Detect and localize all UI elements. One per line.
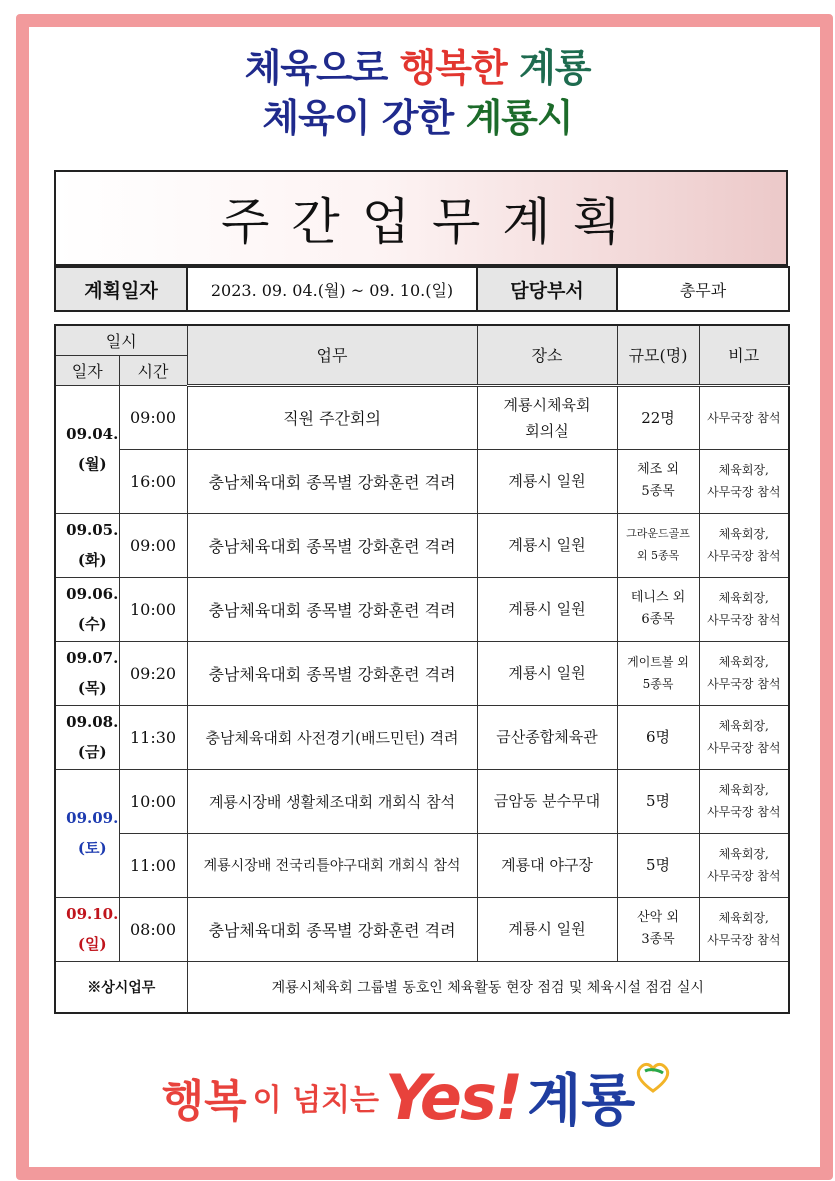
header-date: 일자 [55, 355, 119, 385]
place-line: 계룡시 일원 [508, 536, 586, 554]
place-cell [477, 833, 617, 897]
header-note: 비고 [699, 325, 789, 385]
note-cell [699, 897, 789, 961]
note-cell [699, 513, 789, 577]
time-cell: 09:00 [119, 385, 187, 449]
date-cell [55, 769, 119, 897]
note-cell [699, 769, 789, 833]
note-line: 체육회장, [718, 783, 769, 797]
place-line: 계룡시 일원 [508, 664, 586, 682]
scale-line: 외 5종목 [636, 549, 680, 562]
note-cell [699, 577, 789, 641]
day-text: (화) [77, 551, 107, 569]
header-time: 시간 [119, 355, 187, 385]
table-row [55, 385, 789, 449]
slogan-word: 강한 [381, 96, 454, 140]
time-cell: 16:00 [119, 449, 187, 513]
task-cell: 충남체육대회 종목별 강화훈련 격려 [187, 513, 477, 577]
slogan-word: 계룡시 [465, 96, 573, 140]
scale-line: 5종목 [641, 484, 675, 499]
scale-line: 22명 [641, 408, 675, 427]
place-cell [477, 577, 617, 641]
scale-cell [617, 705, 699, 769]
note-line: 체육회장, [718, 847, 769, 861]
day-text: (일) [77, 935, 107, 953]
place-cell [477, 641, 617, 705]
table-row [55, 897, 789, 961]
day-text: (목) [77, 679, 107, 697]
note-line: 사무국장 참석 [707, 410, 781, 425]
time-cell: 11:00 [119, 833, 187, 897]
note-line: 사무국장 참석 [707, 869, 781, 883]
day-text: (수) [77, 615, 107, 633]
note-cell [699, 449, 789, 513]
place-line: 금산종합체육관 [496, 728, 598, 746]
day-text: (금) [77, 743, 107, 761]
date-text: 09.08. [66, 713, 119, 731]
place-line: 계룡시 일원 [508, 600, 586, 618]
place-line: 계룡대 야구장 [501, 856, 593, 874]
place-cell [477, 385, 617, 449]
note-line: 체육회장, [718, 911, 769, 925]
page-title: 주간업무계획 [221, 193, 643, 251]
schedule-table [54, 324, 790, 1014]
task-cell: 충남체육대회 종목별 강화훈련 격려 [187, 449, 477, 513]
slogan-word: 행복한 [399, 46, 507, 90]
scale-cell [617, 513, 699, 577]
top-slogan-line1 [0, 44, 835, 92]
slogan-city: 계룡 [527, 1069, 636, 1134]
header-scale: 규모(명) [617, 325, 699, 385]
note-line: 체육회장, [718, 463, 769, 477]
header-place: 장소 [477, 325, 617, 385]
scale-line: 5명 [645, 856, 671, 874]
time-cell: 10:00 [119, 769, 187, 833]
date-cell [55, 897, 119, 961]
scale-line: 산악 외 [637, 910, 679, 925]
task-cell: 충남체육대회 종목별 강화훈련 격려 [187, 577, 477, 641]
heart-icon [633, 1057, 673, 1097]
note-line: 사무국장 참석 [707, 677, 781, 691]
note-cell [699, 833, 789, 897]
scale-cell [617, 577, 699, 641]
routine-text: 계룡시체육회 그룹별 동호인 체육활동 현장 점검 및 체육시설 점검 실시 [187, 961, 789, 1013]
table-row [55, 641, 789, 705]
scale-cell [617, 833, 699, 897]
place-line: 계룡시 일원 [508, 920, 586, 938]
plan-date-value: 2023. 09. 04.(월) ~ 09. 10.(일) [187, 267, 477, 311]
note-line: 체육회장, [718, 719, 769, 733]
time-cell: 09:20 [119, 641, 187, 705]
date-cell [55, 641, 119, 705]
note-line: 사무국장 참석 [707, 741, 781, 755]
note-cell [699, 705, 789, 769]
scale-line: 3종목 [641, 932, 675, 947]
date-cell [55, 705, 119, 769]
time-cell: 10:00 [119, 577, 187, 641]
scale-line: 6명 [645, 728, 671, 746]
date-cell [55, 577, 119, 641]
scale-cell [617, 641, 699, 705]
dept-value: 총무과 [617, 267, 789, 311]
task-cell: 충남체육대회 종목별 강화훈련 격려 [187, 641, 477, 705]
header-task: 업무 [187, 325, 477, 385]
table-row [55, 705, 789, 769]
date-cell [55, 513, 119, 577]
note-line: 사무국장 참석 [707, 933, 781, 947]
day-text: (월) [77, 455, 107, 473]
note-line: 체육회장, [718, 655, 769, 669]
note-line: 사무국장 참석 [707, 613, 781, 627]
table-row [55, 833, 789, 897]
scale-cell [617, 449, 699, 513]
plan-date-label: 계획일자 [55, 267, 187, 311]
scale-line: 그라운드골프 [626, 527, 690, 540]
place-cell [477, 769, 617, 833]
scale-cell [617, 769, 699, 833]
routine-label: ※상시업무 [55, 961, 187, 1013]
table-row [55, 449, 789, 513]
slogan-happy: 행복 [161, 1076, 247, 1127]
task-cell: 직원 주간회의 [187, 385, 477, 449]
place-line: 회의실 [525, 421, 569, 440]
place-line: 계룡시체육회 [503, 395, 591, 414]
table-row [55, 577, 789, 641]
date-text: 09.09. [66, 809, 119, 827]
slogan-word: 계룡 [519, 46, 591, 90]
date-text: 09.10. [66, 905, 119, 923]
place-line: 계룡시 일원 [508, 472, 586, 490]
note-cell [699, 385, 789, 449]
table-row [55, 513, 789, 577]
scale-line: 체조 외 [637, 462, 679, 477]
date-text: 09.07. [66, 649, 119, 667]
bottom-slogan [0, 1052, 835, 1142]
slogan-word: 체육으로 [244, 46, 388, 90]
scale-line: 테니스 외 [630, 590, 686, 605]
date-text: 09.05. [66, 521, 119, 539]
task-cell: 충남체육대회 사전경기(배드민턴) 격려 [187, 705, 477, 769]
time-cell: 11:30 [119, 705, 187, 769]
scale-line: 5명 [645, 792, 671, 810]
note-line: 체육회장, [718, 527, 769, 541]
task-cell: 충남체육대회 종목별 강화훈련 격려 [187, 897, 477, 961]
slogan-word: 체육이 [262, 96, 370, 140]
slogan-yes: Yes! [385, 1060, 522, 1134]
scale-cell [617, 897, 699, 961]
place-cell [477, 705, 617, 769]
day-text: (토) [77, 839, 107, 857]
routine-row [55, 961, 789, 1013]
place-cell [477, 449, 617, 513]
slogan-overflowing: 이 넘치는 [252, 1083, 380, 1118]
note-line: 사무국장 참석 [707, 549, 781, 563]
time-cell: 08:00 [119, 897, 187, 961]
table-row [55, 769, 789, 833]
date-text: 09.06. [66, 585, 119, 603]
info-table [54, 266, 790, 312]
title-box [54, 170, 788, 266]
note-cell [699, 641, 789, 705]
scale-line: 게이트볼 외 [627, 655, 689, 669]
place-cell [477, 897, 617, 961]
scale-line: 5종목 [642, 677, 674, 691]
top-slogan-line2 [0, 94, 835, 142]
task-cell: 계룡시장배 생활체조대회 개회식 참석 [187, 769, 477, 833]
header-datetime: 일시 [55, 325, 187, 355]
time-cell: 09:00 [119, 513, 187, 577]
scale-line: 6종목 [641, 612, 675, 627]
place-line: 금암동 분수무대 [493, 792, 601, 810]
date-text: 09.04. [66, 425, 119, 443]
scale-cell [617, 385, 699, 449]
note-line: 체육회장, [718, 591, 769, 605]
note-line: 사무국장 참석 [707, 485, 781, 499]
task-cell: 계룡시장배 전국리틀야구대회 개회식 참석 [187, 833, 477, 897]
place-cell [477, 513, 617, 577]
date-cell [55, 385, 119, 513]
dept-label: 담당부서 [477, 267, 617, 311]
note-line: 사무국장 참석 [707, 805, 781, 819]
